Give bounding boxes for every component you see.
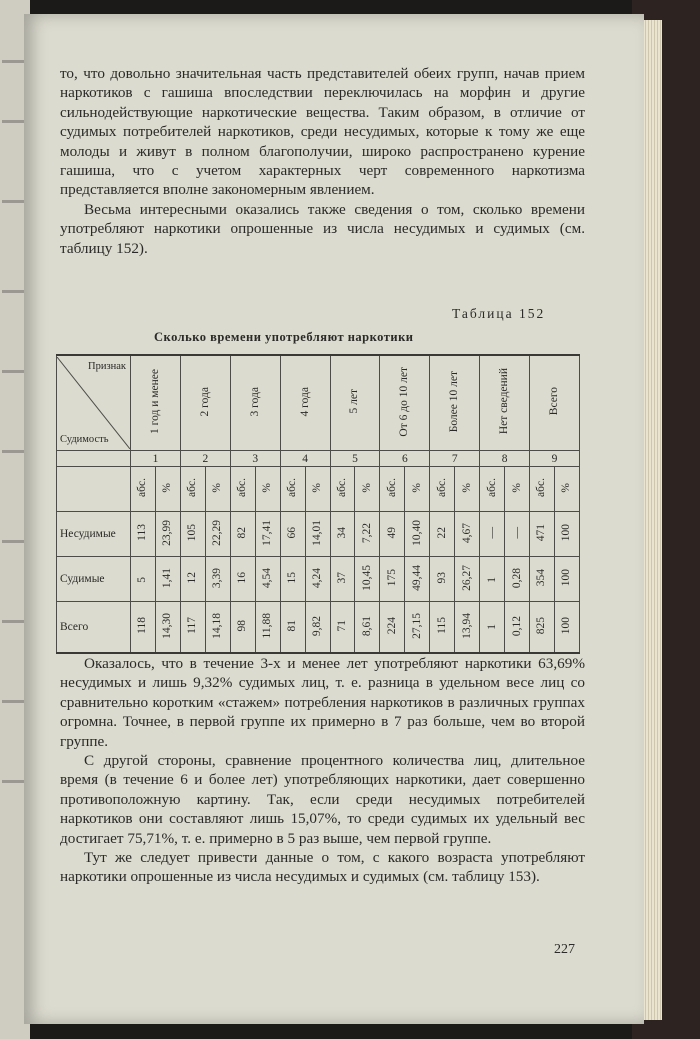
unit-abs-cell: абс. bbox=[131, 467, 156, 512]
table-cell: 1 bbox=[480, 557, 505, 602]
column-number: 3 bbox=[230, 451, 280, 467]
table-cell: 100 bbox=[554, 557, 579, 602]
table-cell: 10,40 bbox=[405, 512, 430, 557]
table-cell: 15 bbox=[280, 557, 305, 602]
unit-abs-cell: абс. bbox=[530, 467, 555, 512]
table-cell: 23,99 bbox=[155, 512, 180, 557]
table-cell: 10,45 bbox=[355, 557, 380, 602]
unit-pct-cell: % bbox=[305, 467, 330, 512]
page-number: 227 bbox=[554, 942, 575, 957]
duration-table bbox=[56, 354, 580, 654]
table-cell: 22,29 bbox=[205, 512, 230, 557]
table-cell: 71 bbox=[330, 602, 355, 653]
unit-abs-cell: абс. bbox=[280, 467, 305, 512]
table-cell: 4,67 bbox=[455, 512, 480, 557]
unit-abs-cell: абс. bbox=[330, 467, 355, 512]
table-cell: 1 bbox=[480, 602, 505, 653]
column-number: 5 bbox=[330, 451, 380, 467]
table-cell: 105 bbox=[180, 512, 205, 557]
table-cell: 175 bbox=[380, 557, 405, 602]
column-header: 5 лет bbox=[330, 355, 380, 451]
table-cell: 37 bbox=[330, 557, 355, 602]
table-cell: 471 bbox=[530, 512, 555, 557]
table-cell: 17,41 bbox=[255, 512, 280, 557]
table-cell: 9,82 bbox=[305, 602, 330, 653]
table-cell: 100 bbox=[554, 602, 579, 653]
unit-pct-cell: % bbox=[505, 467, 530, 512]
table-cell: 4,54 bbox=[255, 557, 280, 602]
top-text bbox=[60, 64, 585, 258]
table-cell: 16 bbox=[230, 557, 255, 602]
table-cell: 118 bbox=[131, 602, 156, 653]
table-cell: 5 bbox=[131, 557, 156, 602]
bottom-text bbox=[60, 654, 585, 887]
column-header: От 6 до 10 лет bbox=[380, 355, 430, 451]
unit-abs-cell: абс. bbox=[430, 467, 455, 512]
table-row bbox=[57, 602, 580, 653]
column-number: 7 bbox=[430, 451, 480, 467]
table-cell: 14,30 bbox=[155, 602, 180, 653]
column-number: 1 bbox=[131, 451, 181, 467]
column-header: Нет сведений bbox=[480, 355, 530, 451]
table-row bbox=[57, 557, 580, 602]
table-cell: 115 bbox=[430, 602, 455, 653]
blank-cell bbox=[57, 467, 131, 512]
unit-pct-cell: % bbox=[405, 467, 430, 512]
table-cell: 224 bbox=[380, 602, 405, 653]
column-header: Всего bbox=[530, 355, 580, 451]
table-cell: 13,94 bbox=[455, 602, 480, 653]
table-cell: 26,27 bbox=[455, 557, 480, 602]
corner-cell bbox=[57, 355, 131, 451]
unit-abs-cell: абс. bbox=[480, 467, 505, 512]
unit-pct-cell: % bbox=[355, 467, 380, 512]
table-cell: 93 bbox=[430, 557, 455, 602]
table-cell: 14,18 bbox=[205, 602, 230, 653]
table-title: Сколько времени употребляют наркотики bbox=[154, 330, 414, 344]
table-cell: 117 bbox=[180, 602, 205, 653]
paragraph-continuation: то, что довольно значительная часть представителей обеих групп, начав прием наркотиков с гашиша впоследствии переключилась на морфин и другие сильнодействующие наркотические вещества. Таким образом, в отличие от судимых потребителей наркотиков, среди несудимых, которые к тому же еще молоды и живут в полном благополучии, широко распространено курение гашиша, что с учетом характерных черт современного наркотизма представляется вполне закономерным явлением. bbox=[60, 65, 585, 199]
unit-pct-cell: % bbox=[554, 467, 579, 512]
table-cell: 49 bbox=[380, 512, 405, 557]
column-number: 6 bbox=[380, 451, 430, 467]
unit-pct-cell: % bbox=[205, 467, 230, 512]
table-cell: — bbox=[505, 512, 530, 557]
table-cell: 0,12 bbox=[505, 602, 530, 653]
table-row bbox=[57, 512, 580, 557]
paragraph-opposite: С другой стороны, сравнение процентного количества лиц, длительное время (в течение 6 и более лет) употребляющих наркотики, дает совершенно противоположную картину. Так, если среди несудимых потребителей наркотиков они составляют лишь 15,07%, то среди судимых их удельный вес достигает 75,71%, т. е. примерно в 5 раз выше, чем первой группе. bbox=[60, 752, 585, 847]
table-cell: 3,39 bbox=[205, 557, 230, 602]
unit-pct-cell: % bbox=[455, 467, 480, 512]
table-cell: 98 bbox=[230, 602, 255, 653]
unit-pct-cell: % bbox=[155, 467, 180, 512]
column-header: 2 года bbox=[180, 355, 230, 451]
unit-abs-cell: абс. bbox=[380, 467, 405, 512]
paragraph-comparison: Оказалось, что в течение 3-х и менее лет употребляют наркотики 63,69% несудимых и лишь 9,32% судимых лиц, т. е. разница в удельном весе лиц со сравнительно коротким «стажем» потребления наркотиков в различных группах огромна. Точнее, в первой группе их примерно в 7 раз больше, чем во второй группе. bbox=[60, 655, 585, 750]
column-header: Более 10 лет bbox=[430, 355, 480, 451]
column-header: 4 года bbox=[280, 355, 330, 451]
unit-abs-cell: абс. bbox=[180, 467, 205, 512]
paragraph-intro-table: Весьма интересными оказались также сведения о том, сколько времени употребляют наркотики опрошенные из числа несудимых и судимых (см. таблицу 152). bbox=[60, 200, 585, 257]
table-cell: 82 bbox=[230, 512, 255, 557]
paragraph-next-table: Тут же следует привести данные о том, с какого возраста употребляют наркотики опрошенные из числа несудимых и судимых (см. таблицу 153). bbox=[60, 849, 585, 886]
blank-cell bbox=[57, 451, 131, 467]
table-cell: 22 bbox=[430, 512, 455, 557]
book-page bbox=[24, 14, 644, 1024]
column-number: 4 bbox=[280, 451, 330, 467]
column-number: 9 bbox=[530, 451, 580, 467]
unit-abs-cell: абс. bbox=[230, 467, 255, 512]
table-cell: 27,15 bbox=[405, 602, 430, 653]
table-cell: 81 bbox=[280, 602, 305, 653]
row-label: Судимые bbox=[57, 557, 131, 602]
row-label: Всего bbox=[57, 602, 131, 653]
table-cell: 4,24 bbox=[305, 557, 330, 602]
table-cell: 66 bbox=[280, 512, 305, 557]
table-cell: 11,88 bbox=[255, 602, 280, 653]
table-cell: 825 bbox=[530, 602, 555, 653]
column-header: 3 года bbox=[230, 355, 280, 451]
row-label: Несудимые bbox=[57, 512, 131, 557]
table-cell: 14,01 bbox=[305, 512, 330, 557]
table-cell: 113 bbox=[131, 512, 156, 557]
table-cell: 12 bbox=[180, 557, 205, 602]
table-cell: 100 bbox=[554, 512, 579, 557]
table-cell: 1,41 bbox=[155, 557, 180, 602]
table-cell: 34 bbox=[330, 512, 355, 557]
table-cell: 49,44 bbox=[405, 557, 430, 602]
corner-bottom-label: Судимость bbox=[60, 434, 109, 446]
table-cell: 0,28 bbox=[505, 557, 530, 602]
column-header: 1 год и менее bbox=[131, 355, 181, 451]
table-cell: 7,22 bbox=[355, 512, 380, 557]
table-cell: 354 bbox=[530, 557, 555, 602]
table-cell: 8,61 bbox=[355, 602, 380, 653]
column-number: 8 bbox=[480, 451, 530, 467]
table-label: Таблица 152 bbox=[452, 306, 546, 321]
table-cell: — bbox=[480, 512, 505, 557]
corner-top-label: Признак bbox=[88, 361, 126, 373]
column-number: 2 bbox=[180, 451, 230, 467]
unit-pct-cell: % bbox=[255, 467, 280, 512]
